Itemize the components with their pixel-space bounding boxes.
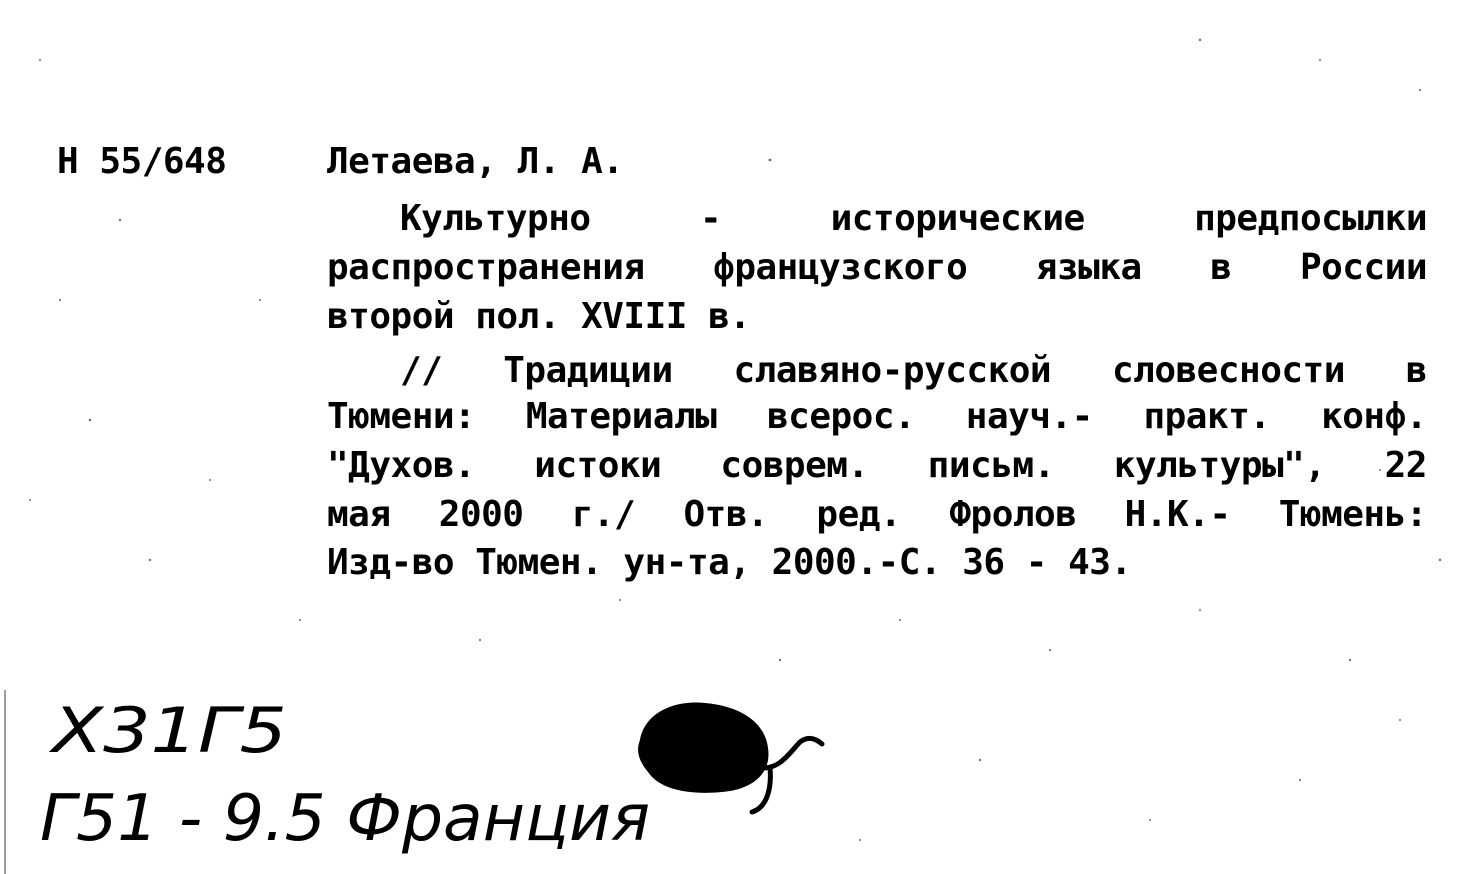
word: практ. bbox=[1143, 396, 1271, 437]
word: России bbox=[1299, 247, 1427, 288]
word: второй пол. XVIII в. bbox=[327, 296, 751, 337]
word: - bbox=[699, 198, 722, 239]
word: науч.- bbox=[965, 396, 1093, 437]
author-heading: Летаева, Л. А. bbox=[327, 141, 624, 182]
word: Фролов bbox=[949, 494, 1077, 535]
word: всерос. bbox=[766, 396, 916, 437]
word: письм. bbox=[927, 445, 1055, 486]
word: конф. bbox=[1321, 396, 1427, 437]
word: исторические bbox=[830, 198, 1085, 239]
word: 2000 bbox=[438, 494, 524, 535]
class-code: Х31Г5 bbox=[48, 694, 287, 767]
word: "Духов. bbox=[327, 445, 476, 486]
word: Изд-во Тюмен. ун-та, 2000.-С. 36 - 43. bbox=[327, 542, 1132, 583]
word: Тюмень: bbox=[1278, 494, 1427, 535]
word: культуры", bbox=[1113, 445, 1326, 486]
word: Отв. bbox=[683, 494, 769, 535]
word: славяно-русской bbox=[733, 350, 1052, 391]
word: словесности bbox=[1111, 350, 1345, 391]
word: предпосылки bbox=[1194, 198, 1427, 239]
word: в bbox=[1405, 350, 1427, 391]
word: Тюмени: bbox=[327, 396, 476, 437]
word: истоки bbox=[534, 445, 662, 486]
word: распространения bbox=[327, 247, 645, 288]
word: Культурно bbox=[400, 198, 591, 239]
word: ред. bbox=[816, 494, 902, 535]
word: в bbox=[1210, 247, 1232, 288]
shelfmark: Н 55/648 bbox=[57, 141, 227, 182]
word: Традиции bbox=[503, 350, 673, 391]
word: соврем. bbox=[720, 445, 869, 486]
word: Материалы bbox=[525, 396, 717, 437]
word: Н.К.- bbox=[1124, 494, 1231, 535]
ink-blot bbox=[638, 703, 768, 793]
word: г./ bbox=[571, 494, 636, 535]
word: языка bbox=[1035, 247, 1142, 288]
word: французского bbox=[713, 247, 968, 288]
word: 22 bbox=[1384, 445, 1427, 486]
word: // bbox=[400, 350, 443, 391]
word: мая bbox=[327, 494, 391, 535]
class-note: Г51 - 9.5 Франция bbox=[40, 782, 650, 856]
